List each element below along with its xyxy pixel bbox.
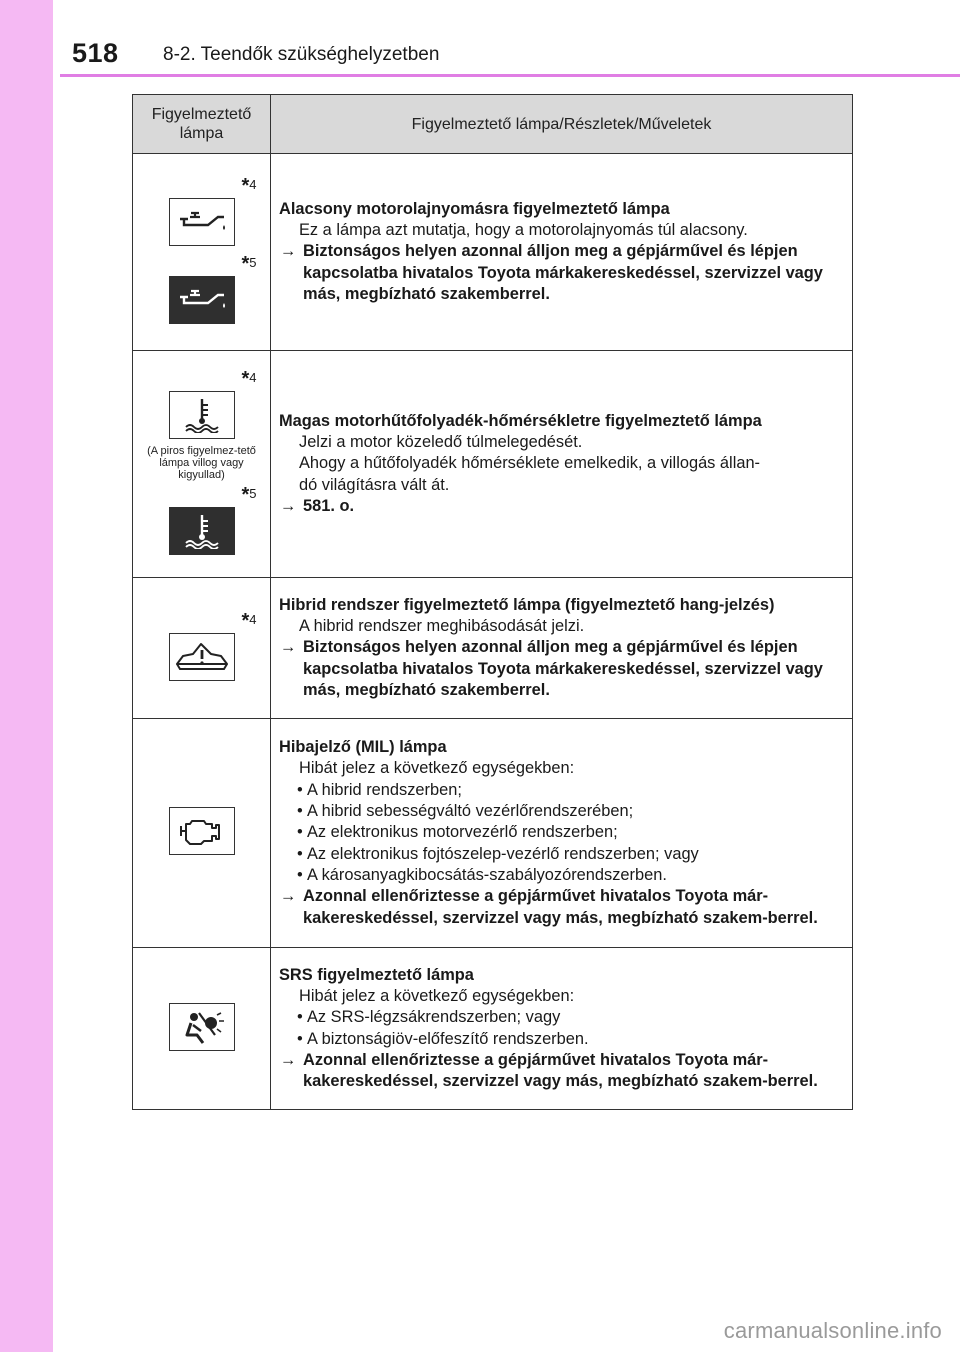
description-line: dó világításra vált át. xyxy=(299,475,450,494)
table-row xyxy=(133,154,853,351)
watermark: carmanualsonline.info xyxy=(723,1318,942,1343)
list-item: • A károsanyagkibocsátás-szabályozórendszerben. xyxy=(279,865,842,886)
table-header-row xyxy=(133,95,853,154)
table-row xyxy=(133,578,853,719)
table-row xyxy=(133,351,853,578)
oil-pressure-icon xyxy=(169,198,235,246)
lamp-title: Hibrid rendszer figyelmeztető lámpa (figyelmeztető hang-jelzés) xyxy=(279,595,775,614)
action-line: → Azonnal ellenőriztesse a gépjárművet hivatalos Toyota már-kakereskedéssel, szervizzel vagy más, megbízható szakem-berrel. xyxy=(280,1050,818,1091)
list-item: • A hibrid sebességváltó vezérlőrendszerében; xyxy=(279,801,842,822)
action-line: → Azonnal ellenőriztesse a gépjárművet hivatalos Toyota már-kakereskedéssel, szervizzel vagy más, megbízható szakem-berrel. xyxy=(280,887,818,927)
hybrid-system-warning-icon xyxy=(169,633,235,681)
description-line: Hibát jelez a következő egységekben: xyxy=(299,986,575,1005)
list-item: • A hibrid rendszerben; xyxy=(279,780,842,801)
action-line: → Biztonságos helyen azonnal álljon meg a gépjárművel és lépjen kapcsolatba hivatalos Toyota márkakereskedéssel, szervizzel vagy más, megbízható szakemberrel. xyxy=(280,242,823,303)
description-cell xyxy=(271,578,853,719)
lamp-title: Alacsony motorolajnyomásra figyelmeztető lámpa xyxy=(279,199,670,218)
arrow-icon: → xyxy=(280,887,297,906)
description-cell xyxy=(271,154,853,351)
description-line: Ez a lámpa azt mutatja, hogy a motorolajnyomás túl alacsony. xyxy=(299,221,748,240)
description-line: Hibát jelez a következő egységekben: xyxy=(299,759,575,778)
arrow-icon: → xyxy=(280,242,297,261)
lamp-title: SRS figyelmeztető lámpa xyxy=(279,965,474,984)
description-cell xyxy=(271,351,853,578)
arrow-icon: → xyxy=(280,1050,297,1069)
footnote-mark: *4 xyxy=(241,368,257,390)
footnote-mark: *4 xyxy=(241,610,257,632)
chapter-title: 8-2. Teendők szükséghelyzetben xyxy=(163,44,440,65)
footnote-mark: *5 xyxy=(241,484,257,506)
table-row xyxy=(133,948,853,1110)
list-item: • Az SRS-légzsákrendszerben; vagy xyxy=(279,1007,842,1028)
lamp-cell xyxy=(133,154,271,351)
arrow-icon: → xyxy=(280,496,297,515)
page-number: 518 xyxy=(72,38,119,68)
description-line: Ahogy a hűtőfolyadék hőmérséklete emelkedik, a villogás állan- xyxy=(299,454,761,473)
description-cell xyxy=(271,719,853,948)
srs-airbag-icon xyxy=(169,1003,235,1051)
lamp-title: Hibajelző (MIL) lámpa xyxy=(279,738,447,757)
description-cell xyxy=(271,948,853,1110)
action-line: → Biztonságos helyen azonnal álljon meg a gépjárművel és lépjen kapcsolatba hivatalos Toyota márkakereskedéssel, szervizzel vagy más, megbízható szakemberrel. xyxy=(280,638,823,699)
table-row xyxy=(133,719,853,948)
header-rule xyxy=(60,74,960,77)
side-color-band xyxy=(0,0,53,1352)
coolant-temperature-icon xyxy=(169,507,235,555)
oil-pressure-icon xyxy=(169,276,235,324)
coolant-temperature-icon xyxy=(169,391,235,439)
lamp-cell xyxy=(133,719,271,948)
lamp-note: (A piros figyelmez-tető lámpa villog vagy kigyullad) xyxy=(147,445,256,481)
description-line: Jelzi a motor közeledő túlmelegedését. xyxy=(299,433,583,452)
check-engine-icon xyxy=(169,807,235,855)
description-line: A hibrid rendszer meghibásodását jelzi. xyxy=(299,617,585,636)
details-column-header: Figyelmeztető lámpa/Részletek/Műveletek xyxy=(271,95,853,154)
list-item: • Az elektronikus motorvezérlő rendszerben; xyxy=(279,822,842,843)
warning-lamp-table xyxy=(132,94,853,1110)
list-item: • Az elektronikus fojtószelep-vezérlő rendszerben; vagy xyxy=(279,844,842,865)
list-item: • A biztonságiöv-előfeszítő rendszerben. xyxy=(279,1029,842,1050)
lamp-cell xyxy=(133,948,271,1110)
footnote-mark: *5 xyxy=(241,253,257,275)
lamp-cell xyxy=(133,351,271,578)
lamp-title: Magas motorhűtőfolyadék-hőmérsékletre figyelmeztető lámpa xyxy=(279,411,762,430)
arrow-icon: → xyxy=(280,638,297,657)
lamp-cell xyxy=(133,578,271,719)
footnote-mark: *4 xyxy=(241,175,257,197)
lamp-column-header: Figyelmeztető lámpa xyxy=(133,95,271,154)
page-reference[interactable]: → 581. o. xyxy=(279,496,842,517)
